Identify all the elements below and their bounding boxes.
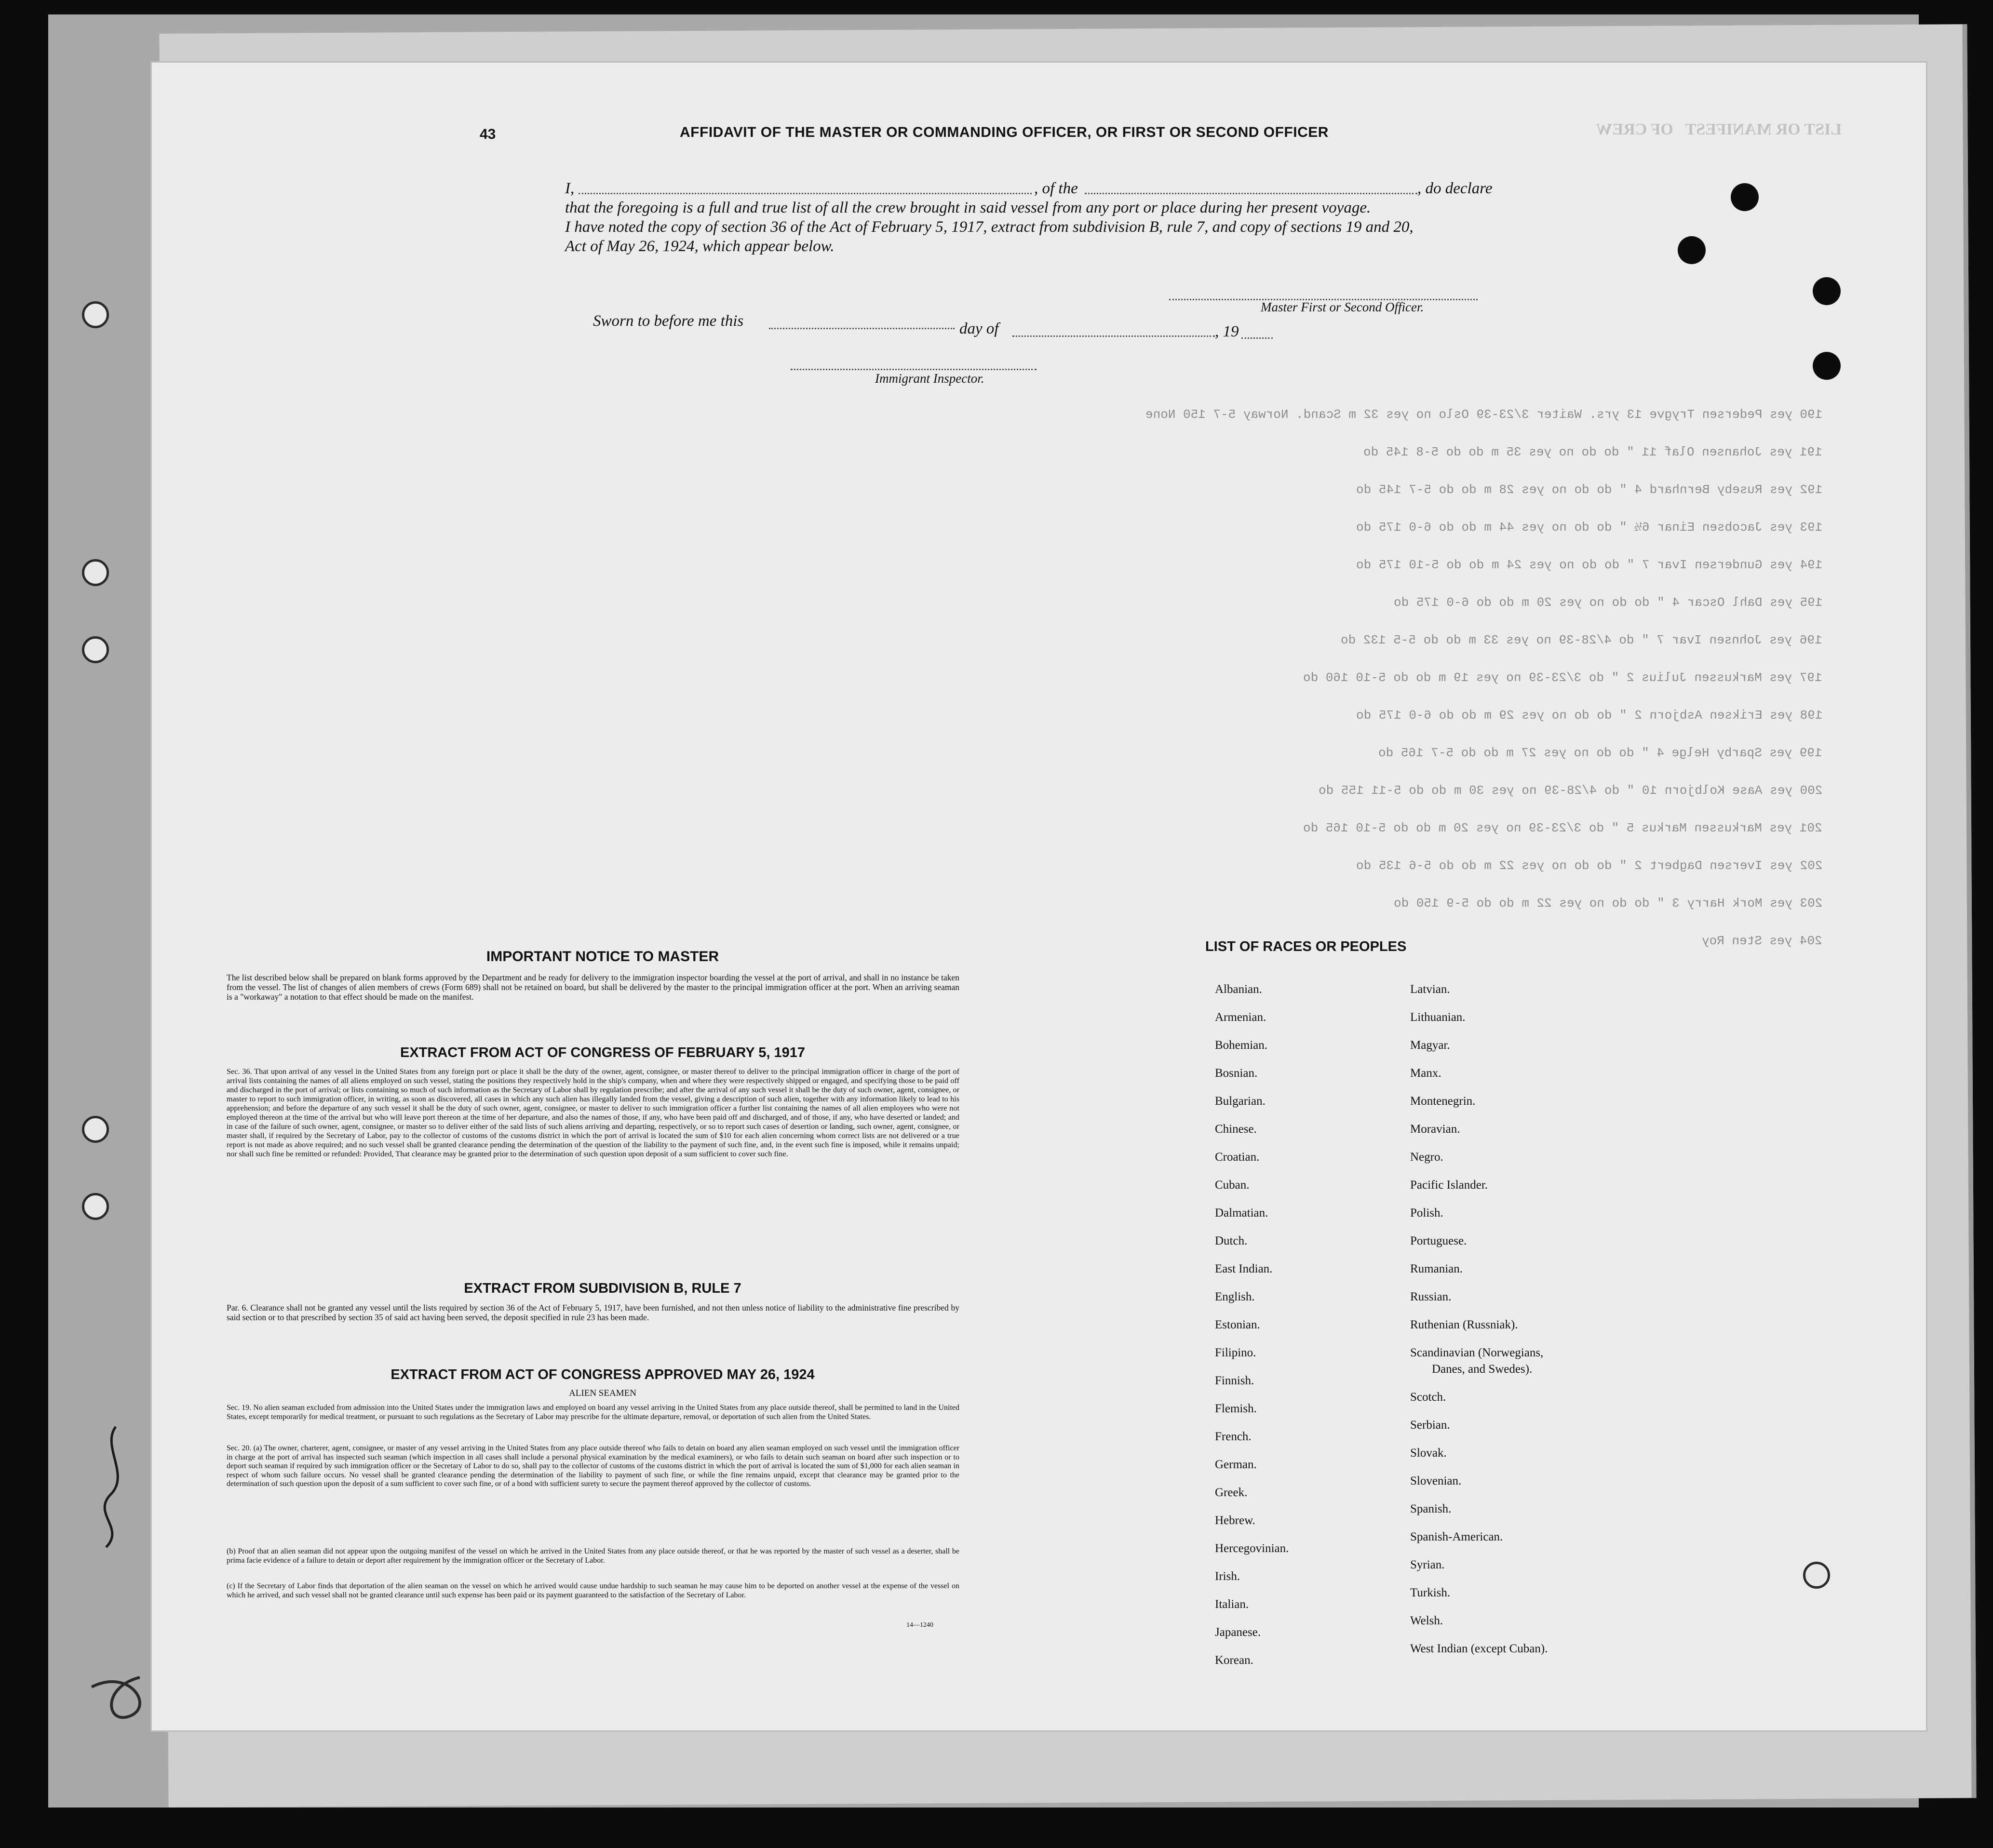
race-item: Montenegrin. (1410, 1095, 1476, 1108)
race-item: Lithuanian. (1410, 1011, 1466, 1024)
race-item: Estonian. (1215, 1318, 1260, 1331)
binder-hole-icon (82, 636, 109, 663)
race-item: Scotch. (1410, 1391, 1446, 1404)
crew-row: 204 yes Sten Roy (1702, 934, 1822, 948)
race-item: Bulgarian. (1215, 1095, 1266, 1108)
race-item: Chinese. (1215, 1123, 1257, 1136)
crew-row: 196 yes Johnsen Ivar 7 " do 4/28-39 no yes 33 m do do 5-5 132 do (1341, 633, 1822, 647)
extract-1924-subtitle: ALIEN SEAMEN (569, 1388, 636, 1398)
race-item: Hebrew. (1215, 1514, 1255, 1527)
bleed-through-crew-list (530, 407, 1822, 952)
affidavit-declare: , do declare (1417, 180, 1493, 197)
extract-1924-sec20a: Sec. 20. (a) The owner, charterer, agent, consignee, or master of any vessel arriving in the United States from any place outside thereof who fails to detain on board any alien seaman employed on such vessel until the immigration officer in charge at the port of arrival has inspected such seaman (which inspection in all cases shall include a personal physical examination by the medical examiners), or who fails to detain such seaman on board after such inspection or to deport such seaman if required by such immigration officer or the Secretary of Labor to do so, shall pay to the collector of customs of the customs district in which the port of arrival is located the sum of $1,000 for each alien seaman in respect of whom such failure occurs. No vessel shall be granted clearance pending the determination of the liability to payment of such fine, or while the fine remains unpaid, except that clearance may be granted prior to the determination of such question upon the deposit of a sum sufficient to cover such fine, or of a bond with sufficient surety to secure the payment thereof approved by the collector of customs. (227, 1444, 959, 1488)
race-item: Portuguese. (1410, 1234, 1467, 1247)
punch-hole-icon (1678, 236, 1706, 264)
sworn-month-blank (1012, 335, 1215, 337)
binder-hole-icon (82, 301, 109, 328)
race-item: Pacific Islander. (1410, 1178, 1488, 1192)
race-item: Magyar. (1410, 1039, 1450, 1052)
crew-row: 191 yes Johansen Olaf 11 " do do no yes 35 m do do 5-8 145 do (1363, 445, 1822, 459)
race-item: Slovenian. (1410, 1474, 1462, 1487)
crew-row: 195 yes Dahl Oscar 4 " do do no yes 20 m do do 6-0 175 do (1393, 595, 1822, 610)
race-item: English. (1215, 1290, 1255, 1303)
affidavit-line-4: Act of May 26, 1924, which appear below. (565, 238, 835, 255)
punch-hole-icon (1731, 183, 1759, 211)
race-item: Finnish. (1215, 1374, 1254, 1387)
race-item: Negro. (1410, 1151, 1443, 1164)
vessel-blank (1085, 193, 1417, 194)
race-item: Italian. (1215, 1598, 1249, 1611)
bleed-through-header: LIST OR MANIFEST OF CREW (1596, 121, 1842, 138)
race-item: Irish. (1215, 1570, 1240, 1583)
crew-row: 203 yes Mork Harry 3 " do do no yes 22 m do do 5-9 150 do (1393, 896, 1822, 911)
race-item: Croatian. (1215, 1151, 1260, 1164)
binder-hole-icon (82, 559, 109, 586)
race-item: Slovak. (1410, 1446, 1447, 1460)
crew-row: 200 yes Aase Kolbjorn 10 " do 4/28-39 no yes 30 m do do 5-11 155 do (1318, 783, 1822, 798)
binder-hole-icon (82, 1193, 109, 1220)
race-item: Japanese. (1215, 1626, 1261, 1639)
subdivision-b-title: EXTRACT FROM SUBDIVISION B, RULE 7 (464, 1281, 741, 1296)
extract-1924-sec20c: (c) If the Secretary of Labor finds that deportation of the alien seaman on the vessel on which he arrived would cause undue hardship to such seaman he may cause him to be deported on another vessel at the expense of the vessel on which he arrived, and such vessel shall not be granted clearance until such expense has been paid or its payment guaranteed to the satisfaction of the Secretary of Labor. (227, 1582, 959, 1599)
race-item: German. (1215, 1458, 1257, 1471)
race-item: Danes, and Swedes). (1432, 1363, 1533, 1376)
race-item: East Indian. (1215, 1262, 1273, 1275)
extract-1917-title: EXTRACT FROM ACT OF CONGRESS OF FEBRUARY 5, 1917 (400, 1045, 806, 1060)
subdivision-b-body: Par. 6. Clearance shall not be granted any vessel until the lists required by section 36 of the Act of February 5, 1917, have been furnished, and not then unless notice of liability to the administrative fine prescribed by said section or to that prescribed by section 35 of said act having been served, the deposit specified in rule 23 has been made. (227, 1303, 959, 1322)
pencil-scribble-icon (72, 1417, 178, 1726)
race-item: Armenian. (1215, 1011, 1266, 1024)
race-item: Spanish. (1410, 1502, 1452, 1515)
crew-row: 193 yes Jacobsen Einar 6½ " do do no yes 44 m do do 6-0 175 do (1356, 520, 1822, 535)
race-item: French. (1215, 1430, 1252, 1443)
crew-row: 198 yes Eriksen Asbjorn 2 " do do no yes 29 m do do 6-0 175 do (1356, 708, 1822, 723)
race-item: Bohemian. (1215, 1039, 1268, 1052)
race-item: Scandinavian (Norwegians, (1410, 1346, 1544, 1359)
race-item: Polish. (1410, 1206, 1443, 1219)
race-item: Rumanian. (1410, 1262, 1463, 1275)
race-item: Hercegovinian. (1215, 1542, 1289, 1555)
race-item: Dutch. (1215, 1234, 1248, 1247)
form-number: 14—1240 (906, 1621, 933, 1629)
inspector-signature-line (791, 369, 1037, 370)
race-item: Bosnian. (1215, 1067, 1258, 1080)
race-item: Turkish. (1410, 1586, 1451, 1599)
race-item: Filipino. (1215, 1346, 1256, 1359)
race-item: Dalmatian. (1215, 1206, 1268, 1219)
affidavit-i: I, (565, 180, 575, 197)
crew-row: 197 yes Markussen Julius 2 " do 3/23-39 no yes 19 m do do 5-10 160 do (1303, 670, 1822, 685)
punch-hole-icon (1813, 352, 1841, 380)
crew-row: 201 yes Markussen Markus 5 " do 3/23-39 no yes 20 m do do 5-10 165 do (1303, 821, 1822, 835)
notice-body: The list described below shall be prepared on blank forms approved by the Department and be ready for delivery to the immigration inspector boarding the vessel at the port of arrival, and shall in no instance be taken from the vessel. The list of changes of alien members of crews (Form 689) shall not be retained on board, but shall be delivered by the master to the principal immigration officer at the port. When an arriving seaman is a "workaway" a notation to that effect should be made on the manifest. (227, 973, 959, 1002)
affidavit-of-the: , of the (1034, 180, 1078, 197)
binder-hole-icon (82, 1116, 109, 1143)
race-item: Manx. (1410, 1067, 1441, 1080)
sworn-day-blank (769, 328, 955, 329)
sworn-label: Sworn to before me this (593, 312, 744, 330)
race-item: Greek. (1215, 1486, 1248, 1499)
affidavit-title: AFFIDAVIT OF THE MASTER OR COMMANDING OFFICER, OR FIRST OR SECOND OFFICER (680, 124, 1329, 140)
races-title: LIST OF RACES OR PEOPLES (1205, 939, 1407, 954)
race-item: Welsh. (1410, 1614, 1443, 1627)
year-blank (1241, 337, 1273, 339)
races-right-column (1410, 976, 1709, 1663)
race-item: West Indian (except Cuban). (1410, 1642, 1548, 1655)
race-item: Cuban. (1215, 1178, 1250, 1192)
crew-row: 192 yes Ruseby Bernhard 4 " do do no yes 28 m do do 5-7 145 do (1356, 482, 1822, 497)
race-item: Albanian. (1215, 983, 1262, 996)
name-blank (579, 193, 1032, 194)
crew-row: 190 yes Pedersen Trygve 13 yrs. Waiter 3/23-39 Oslo no yes 32 m Scand. Norway 5-7 150 None (1145, 407, 1822, 422)
race-item: Ruthenian (Russniak). (1410, 1318, 1518, 1331)
punch-hole-icon (1813, 277, 1841, 305)
race-item: Flemish. (1215, 1402, 1257, 1415)
race-item: Spanish-American. (1410, 1530, 1503, 1543)
race-item: Korean. (1215, 1654, 1253, 1667)
binder-hole-icon (1803, 1562, 1830, 1589)
race-item: Moravian. (1410, 1123, 1460, 1136)
year-label: , 19 (1215, 323, 1239, 340)
race-item: Russian. (1410, 1290, 1452, 1303)
day-of-label: day of (959, 320, 999, 337)
extract-1917-body: Sec. 36. That upon arrival of any vessel in the United States from any foreign port or place it shall be the duty of the owner, agent, consignee, or master thereof to deliver to the principal immigration officer in charge of the port of arrival lists containing the names of all aliens employed on such vessel, stating the positions they respectively hold in the ship's company, when and where they were respectively shipped or engaged, and specifying those to be paid off and discharged in the port of arrival; or lists containing so much of such information as the Secretary of Labor shall by regulation prescribe; and after the arrival of any such vessel it shall be the duty of such owner, agent, consignee, or master to report to such immigration officer, in writing, as soon as discovered, all cases in which any such alien has illegally landed from the vessel, giving a description of such alien, together with any information likely to lead to his apprehension; and before the departure of any such vessel it shall be the duty of such owner, agent, consignee, or master to deliver to such immigration officer a further list containing the names of all alien employees who were not employed thereon at the time of the arrival but who will leave port thereon at the time of her departure, and also the names of those, if any, who have been paid off and discharged, and of those, if any, who have deserted or landed; and in case of the failure of such owner, agent, consignee, or master so to deliver either of the said lists of such aliens arriving and departing, respectively, or so to report such cases of desertion or landing, such owner, agent, consignee, or master shall, if required by the Secretary of Labor, pay to the collector of customs of the customs district in which the port of arrival is located the sum of $10 for each alien concerning whom correct lists are not delivered or a true report is not made as above required; and no such vessel shall be granted clearance pending the determination of the question of the liability to the payment of such fine, and, in the event such fine is imposed, while it remains unpaid; nor shall such fine be remitted or refunded: Provided, That clearance may be granted prior to the determination of such question upon deposit of a sum sufficient to cover such fine. (227, 1067, 959, 1158)
crew-row: 202 yes Iversen Dagbert 2 " do do no yes 22 m do do 5-6 135 do (1356, 858, 1822, 873)
page-number: 43 (480, 126, 496, 142)
notice-title: IMPORTANT NOTICE TO MASTER (486, 949, 719, 964)
race-item: Syrian. (1410, 1558, 1445, 1571)
races-left-column (1215, 976, 1417, 1674)
affidavit-line-3: I have noted the copy of section 36 of the Act of February 5, 1917, extract from subdivision B, rule 7, and copy of sections 19 and 20, (565, 218, 1414, 236)
race-item: Serbian. (1410, 1419, 1450, 1432)
crew-row: 199 yes Sparby Helge 4 " do do no yes 27 m do do 5-7 165 do (1378, 746, 1822, 760)
inspector-caption: Immigrant Inspector. (875, 371, 984, 386)
extract-1924-sec20b: (b) Proof that an alien seaman did not appear upon the outgoing manifest of the vessel on which he arrived in the United States from any place outside thereof, or that he was reported by the master of such vessel as a deserter, shall be prima facie evidence of a failure to detain or deport after requirement by the immigration officer or the Secretary of Labor. (227, 1547, 959, 1565)
race-item: Latvian. (1410, 983, 1450, 996)
crew-row: 194 yes Gundersen Ivar 7 " do do no yes 24 m do do 5-10 175 do (1356, 558, 1822, 572)
extract-1924-title: EXTRACT FROM ACT OF CONGRESS APPROVED MAY 26, 1924 (391, 1367, 815, 1382)
affidavit-line-2: that the foregoing is a full and true list of all the crew brought in said vessel from any port or place during her present voyage. (565, 199, 1371, 216)
extract-1924-sec19: Sec. 19. No alien seaman excluded from admission into the United States under the immigration laws and employed on board any vessel arriving in the United States from any place outside thereof, shall be permitted to land in the United States, except temporarily for medical treatment, or pursuant to such regulations as the Secretary of Labor may prescribe for the ultimate departure, removal, or deportation of such alien from the United States. (227, 1404, 959, 1421)
master-signature-caption: Master First or Second Officer. (1261, 300, 1424, 314)
